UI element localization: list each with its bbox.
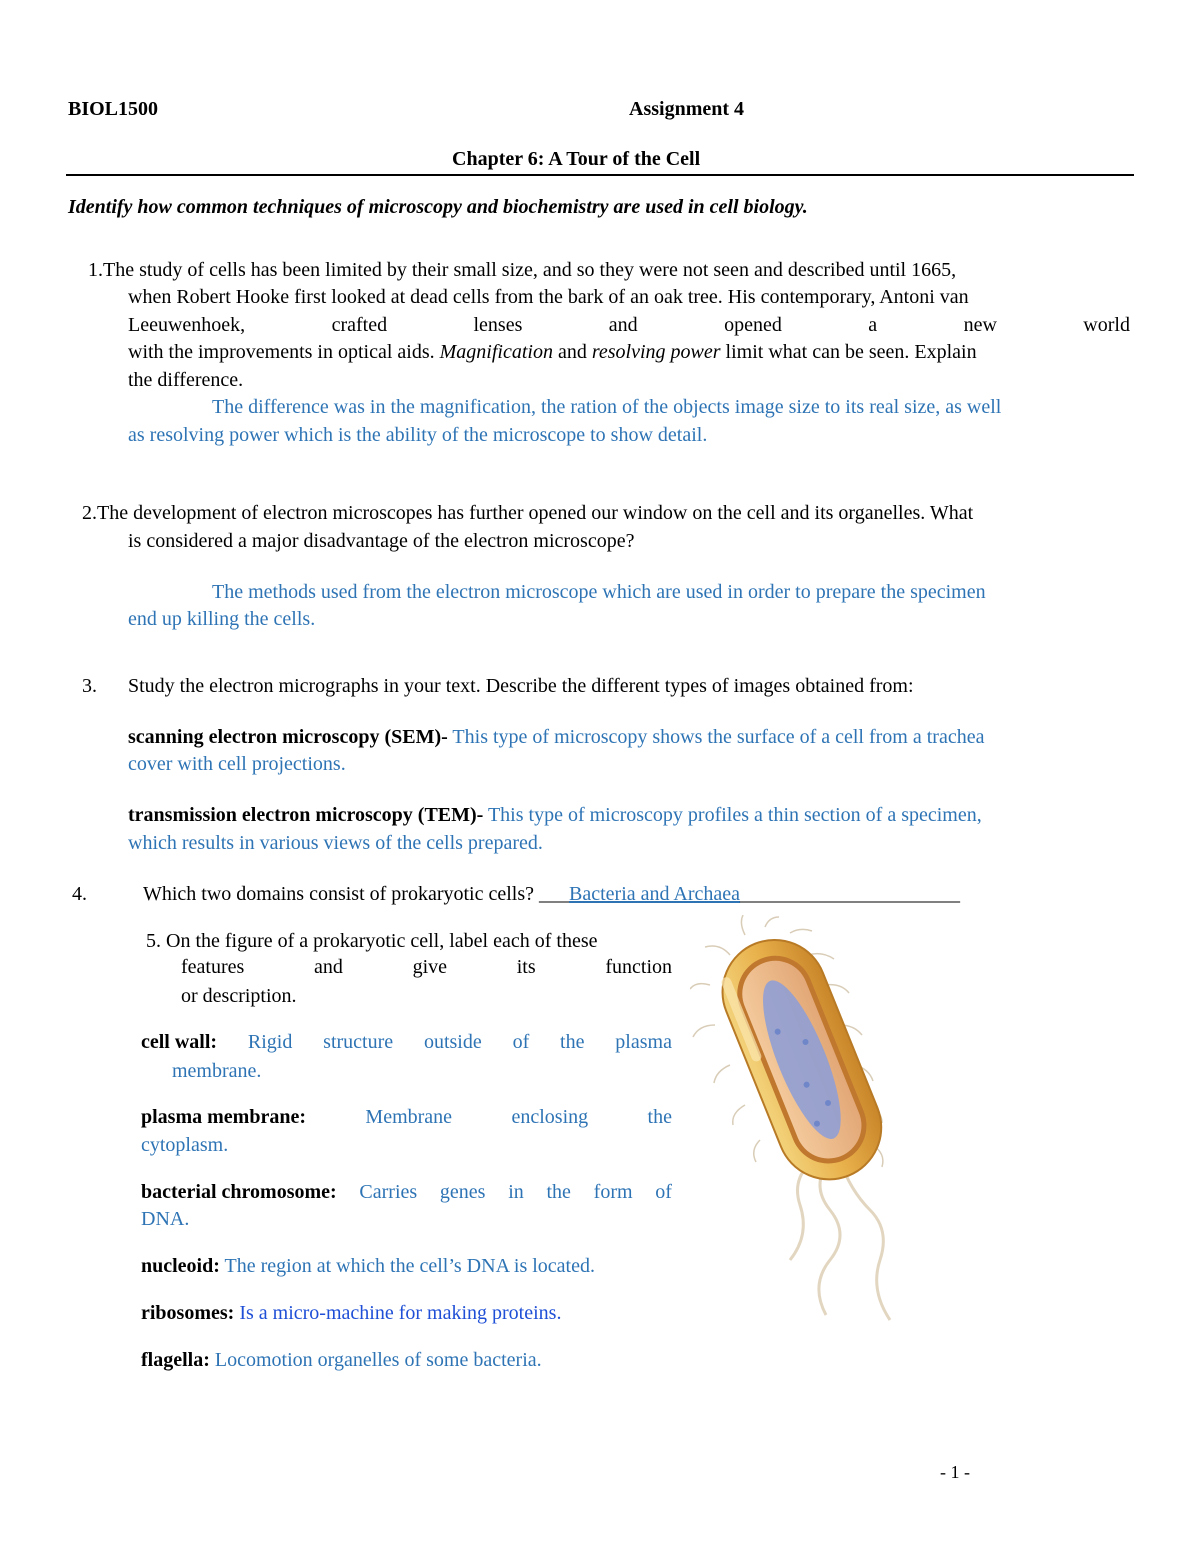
q2-answer-line2: end up killing the cells. xyxy=(128,608,316,630)
cell-wall-line1 xyxy=(141,1028,672,1056)
q1-line3 xyxy=(128,311,1130,339)
q5-word: features xyxy=(181,956,245,978)
q5-line2 xyxy=(181,953,672,981)
q1-word: a xyxy=(868,314,878,336)
q2-line1: 2.The development of electron microscopes has further opened our window on the cell and its organelles. What xyxy=(82,502,974,524)
sem-label: scanning electron microscopy (SEM)- xyxy=(128,726,448,748)
q5-line1: 5. On the figure of a prokaryotic cell, label each of these xyxy=(146,930,598,952)
cell-wall-word: of xyxy=(512,1031,530,1053)
q4-line xyxy=(143,880,960,908)
q3-prompt: Study the electron micrographs in your text. Describe the different types of images obtained from: xyxy=(128,675,914,697)
q1-word: and xyxy=(608,314,638,336)
q1-term-resolving: resolving power xyxy=(591,341,721,363)
plasma-membrane-word: enclosing xyxy=(511,1106,589,1128)
chromosome-word: Carries xyxy=(359,1181,418,1203)
q4-answer[interactable]: Bacteria and Archaea xyxy=(569,883,741,905)
q5-word: its xyxy=(516,956,536,978)
q1-line5: the difference. xyxy=(128,369,244,391)
cell-wall-word: outside xyxy=(423,1031,482,1053)
cell-wall-word: structure xyxy=(323,1031,394,1053)
q3-number: 3. xyxy=(82,675,97,697)
q3-sem-answer-line2: cover with cell projections. xyxy=(128,753,346,775)
prokaryotic-cell-figure xyxy=(690,915,930,1340)
q4-blank: ___ xyxy=(539,883,570,905)
q1-line2: when Robert Hooke first looked at dead cells from the bark of an oak tree. His contemporary, Antoni van xyxy=(128,286,969,308)
ribosomes-line xyxy=(141,1299,561,1327)
tem-label: transmission electron microscopy (TEM)- xyxy=(128,804,484,826)
plasma-membrane-answer-line2: cytoplasm. xyxy=(141,1134,229,1156)
q5-line3: or description. xyxy=(181,985,297,1007)
q1-line1: 1.The study of cells has been limited by their small size, and so they were not seen and described until 1665, xyxy=(88,259,957,281)
q2-line2: is considered a major disadvantage of the electron microscope? xyxy=(128,530,635,552)
cell-wall-word: the xyxy=(560,1031,585,1053)
header-rule xyxy=(66,174,1134,176)
chromosome-answer-line2: DNA. xyxy=(141,1208,190,1230)
chapter-title: Chapter 6: A Tour of the Cell xyxy=(452,148,701,170)
flagella-answer: Locomotion organelles of some bacteria. xyxy=(209,1349,542,1371)
q3-tem xyxy=(128,801,982,829)
q3-sem xyxy=(128,723,984,751)
chromosome-line1 xyxy=(141,1178,672,1206)
chromosome-word: of xyxy=(655,1181,672,1203)
q2-answer-line1: The methods used from the electron microscope which are used in order to prepare the specimen xyxy=(212,581,986,603)
plasma-membrane-word: the xyxy=(647,1106,672,1128)
q1-text: and xyxy=(552,341,592,363)
page-number: - 1 - xyxy=(940,1462,970,1482)
q1-word: crafted xyxy=(331,314,388,336)
chromosome-label: bacterial chromosome: xyxy=(141,1181,337,1203)
q1-text: with the improvements in optical aids. xyxy=(128,341,440,363)
cell-wall-word: plasma xyxy=(615,1031,672,1053)
sem-answer: This type of microscopy shows the surface of a cell from a trachea xyxy=(447,726,985,748)
course-code: BIOL1500 xyxy=(68,98,159,120)
nucleoid-answer: The region at which the cell’s DNA is located. xyxy=(219,1255,595,1277)
cell-wall-label: cell wall: xyxy=(141,1031,218,1053)
flagella-line xyxy=(141,1346,542,1374)
cell-body xyxy=(707,924,897,1195)
q1-word: opened xyxy=(724,314,782,336)
q5-word: and xyxy=(314,956,343,978)
chromosome-word: the xyxy=(546,1181,571,1203)
q1-text: limit what can be seen. Explain xyxy=(720,341,977,363)
q1-word: Leeuwenhoek, xyxy=(128,314,246,336)
nucleoid-label: nucleoid: xyxy=(141,1255,220,1277)
q1-answer-line1: The difference was in the magnification, the ration of the objects image size to its real size, as well xyxy=(212,396,1002,418)
chromosome-word: form xyxy=(593,1181,633,1203)
flagella xyxy=(790,1155,890,1320)
assignment-title: Assignment 4 xyxy=(629,98,745,120)
q1-word: world xyxy=(1083,314,1130,336)
tem-answer: This type of microscopy profiles a thin section of a specimen, xyxy=(483,804,982,826)
chromosome-word: genes xyxy=(439,1181,486,1203)
q1-word: lenses xyxy=(473,314,523,336)
nucleoid-line xyxy=(141,1252,595,1280)
cell-wall-word: Rigid xyxy=(247,1031,293,1053)
flagella-label: flagella: xyxy=(141,1349,210,1371)
q4-blank: ______________________ xyxy=(740,883,961,905)
plasma-membrane-label: plasma membrane: xyxy=(141,1106,306,1128)
q5-word: give xyxy=(412,956,448,978)
q1-line4 xyxy=(128,338,977,366)
q5-word: function xyxy=(605,956,672,978)
q1-answer-line2: as resolving power which is the ability of the microscope to show detail. xyxy=(128,424,708,446)
objective: Identify how common techniques of microscopy and biochemistry are used in cell biology. xyxy=(68,196,808,218)
q3-tem-answer-line2: which results in various views of the cells prepared. xyxy=(128,832,543,854)
q1-term-magnification: Magnification xyxy=(439,341,553,363)
q4-prompt: Which two domains consist of prokaryotic cells? xyxy=(143,883,540,905)
plasma-membrane-word: Membrane xyxy=(365,1106,453,1128)
ribosomes-label: ribosomes: xyxy=(141,1302,235,1324)
ribosomes-answer: Is a micro-machine for making proteins. xyxy=(234,1302,562,1324)
cell-wall-answer-line2: membrane. xyxy=(172,1060,262,1082)
q1-word: new xyxy=(963,314,997,336)
q4-number: 4. xyxy=(72,883,87,905)
plasma-membrane-line1 xyxy=(141,1103,672,1131)
chromosome-word: in xyxy=(508,1181,524,1203)
